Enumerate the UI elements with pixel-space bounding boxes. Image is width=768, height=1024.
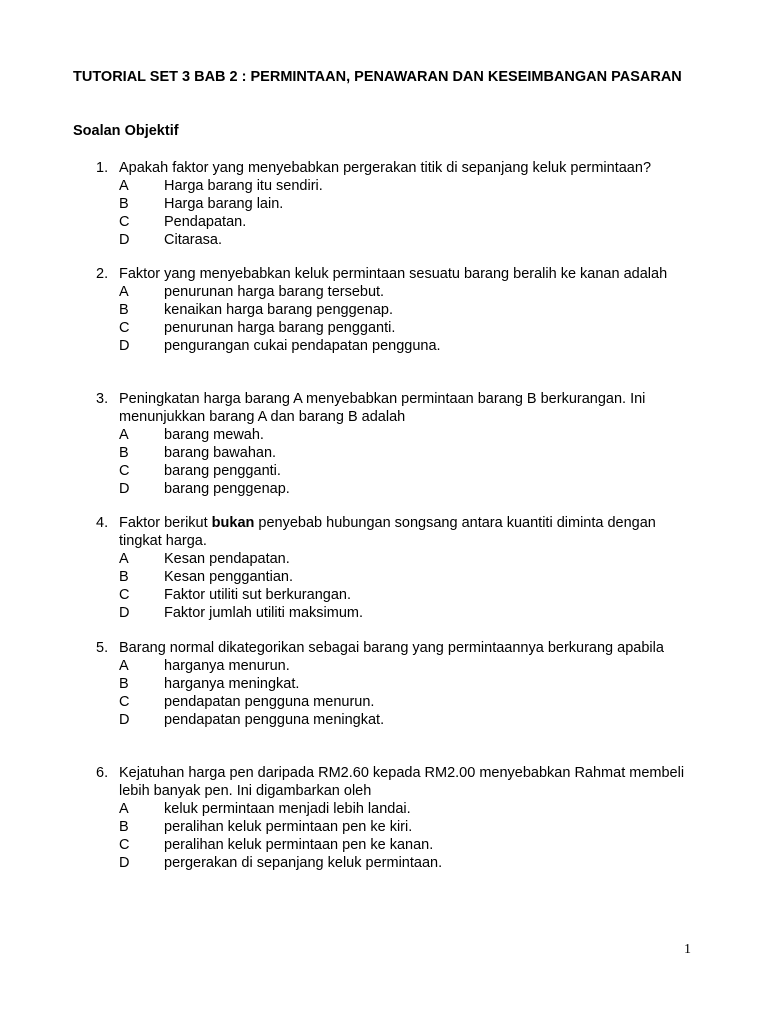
option-b	[96, 818, 696, 836]
option-letter: C	[119, 694, 130, 710]
option-text: harganya meningkat.	[164, 676, 300, 692]
option-letter: C	[119, 320, 130, 336]
emphasis-bukan: bukan	[211, 515, 255, 531]
option-letter: B	[119, 445, 129, 461]
option-letter: B	[119, 196, 129, 212]
option-d	[96, 480, 696, 498]
option-a	[96, 657, 696, 675]
option-text: pengurangan cukai pendapatan pengguna.	[164, 338, 441, 354]
option-b	[96, 675, 696, 693]
option-letter: A	[119, 284, 129, 300]
question-6	[96, 764, 696, 872]
option-text: Citarasa.	[164, 232, 223, 248]
question-text: Faktor yang menyebabkan keluk permintaan sesuatu barang beralih ke kanan adalah	[119, 266, 668, 282]
option-letter: A	[119, 427, 129, 443]
option-text: keluk permintaan menjadi lebih landai.	[164, 801, 411, 817]
section-heading: Soalan Objektif	[73, 123, 179, 139]
option-text: peralihan keluk permintaan pen ke kiri.	[164, 819, 413, 835]
option-d	[96, 231, 696, 249]
question-number: 5.	[96, 640, 109, 656]
option-text: Pendapatan.	[164, 214, 247, 230]
option-b	[96, 568, 696, 586]
option-b	[96, 444, 696, 462]
option-a	[96, 800, 696, 818]
option-letter: A	[119, 551, 129, 567]
option-text: pendapatan pengguna meningkat.	[164, 712, 385, 728]
option-text: Harga barang itu sendiri.	[164, 178, 323, 194]
question-number: 2.	[96, 266, 109, 282]
option-text: barang pengganti.	[164, 463, 281, 479]
question-3	[96, 390, 696, 498]
option-letter: D	[119, 232, 130, 248]
option-text: peralihan keluk permintaan pen ke kanan.	[164, 837, 434, 853]
option-letter: B	[119, 569, 129, 585]
question-number: 1.	[96, 160, 109, 176]
option-text: harganya menurun.	[164, 658, 290, 674]
option-b	[96, 195, 696, 213]
option-letter: C	[119, 463, 130, 479]
question-text: Barang normal dikategorikan sebagai barang yang permintaannya berkurang apabila	[119, 640, 664, 656]
option-letter: C	[119, 214, 130, 230]
option-d	[96, 337, 696, 355]
question-1	[96, 159, 696, 249]
page-number: 1	[684, 942, 691, 957]
option-text: Kesan penggantian.	[164, 569, 293, 585]
option-text: barang bawahan.	[164, 445, 277, 461]
option-text: kenaikan harga barang penggenap.	[164, 302, 393, 318]
option-c	[96, 693, 696, 711]
option-letter: B	[119, 819, 129, 835]
option-letter: B	[119, 676, 129, 692]
option-text: pergerakan di sepanjang keluk permintaan.	[164, 855, 443, 871]
document-title: TUTORIAL SET 3 BAB 2 : PERMINTAAN, PENAWARAN DAN KESEIMBANGAN PASARAN	[73, 69, 682, 85]
option-letter: B	[119, 302, 129, 318]
option-text: barang penggenap.	[164, 481, 290, 497]
option-letter: A	[119, 658, 129, 674]
question-text: Apakah faktor yang menyebabkan pergerakan titik di sepanjang keluk permintaan?	[119, 160, 652, 176]
option-letter: C	[119, 587, 130, 603]
option-d	[96, 604, 696, 622]
option-a	[96, 426, 696, 444]
question-5	[96, 639, 696, 729]
question-text: Peningkatan harga barang A menyebabkan permintaan barang B berkurangan. Ini menunjukkan barang A dan barang B adalah	[119, 391, 646, 425]
question-text: Kejatuhan harga pen daripada RM2.60 kepada RM2.00 menyebabkan Rahmat membeli lebih banyak pen. Ini digambarkan oleh	[119, 765, 685, 799]
option-b	[96, 301, 696, 319]
option-a	[96, 283, 696, 301]
option-text: pendapatan pengguna menurun.	[164, 694, 375, 710]
option-letter: D	[119, 481, 130, 497]
question-number: 6.	[96, 765, 109, 781]
option-letter: D	[119, 712, 130, 728]
option-text: Kesan pendapatan.	[164, 551, 290, 567]
question-text: Faktor berikut bukan penyebab hubungan songsang antara kuantiti diminta dengan tingkat harga.	[119, 515, 656, 549]
option-d	[96, 854, 696, 872]
option-text: Faktor utiliti sut berkurangan.	[164, 587, 351, 603]
option-letter: A	[119, 178, 129, 194]
option-a	[96, 177, 696, 195]
question-number: 4.	[96, 515, 109, 531]
option-text: Harga barang lain.	[164, 196, 284, 212]
option-c	[96, 836, 696, 854]
option-c	[96, 213, 696, 231]
option-letter: D	[119, 338, 130, 354]
option-text: barang mewah.	[164, 427, 264, 443]
option-c	[96, 586, 696, 604]
option-c	[96, 462, 696, 480]
option-letter: A	[119, 801, 129, 817]
option-letter: D	[119, 855, 130, 871]
option-letter: C	[119, 837, 130, 853]
option-a	[96, 550, 696, 568]
option-letter: D	[119, 605, 130, 621]
option-d	[96, 711, 696, 729]
question-4	[96, 514, 696, 622]
question-2	[96, 265, 696, 355]
option-c	[96, 319, 696, 337]
option-text: penurunan harga barang tersebut.	[164, 284, 385, 300]
question-number: 3.	[96, 391, 109, 407]
option-text: Faktor jumlah utiliti maksimum.	[164, 605, 364, 621]
option-text: penurunan harga barang pengganti.	[164, 320, 396, 336]
